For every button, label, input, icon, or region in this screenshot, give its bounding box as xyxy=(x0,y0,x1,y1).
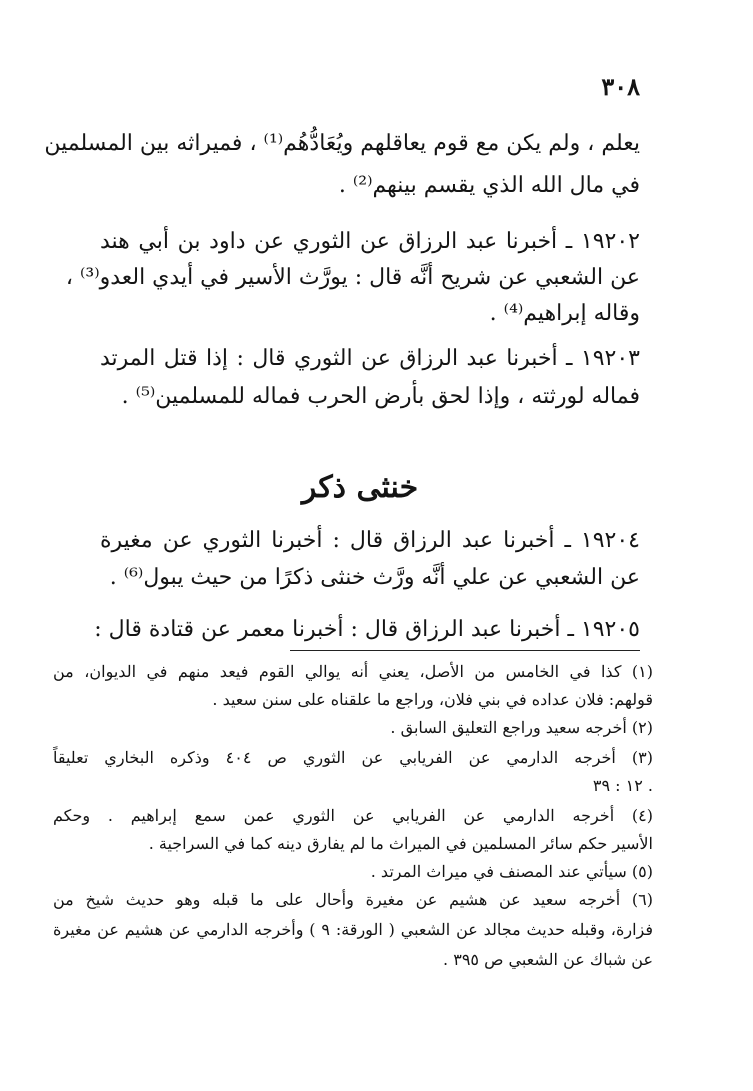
hadith-19203-line-1: ١٩٢٠٣ ـ أخبرنا عبد الرزاق عن الثوري قال : إذا قتل المرتد xyxy=(100,346,640,371)
footnote-3-line-1: (٣) أخرجه الدارمي عن الفريابي عن الثوري ص ٤٠٤ وذكره البخاري تعليقاً xyxy=(53,748,653,767)
footnote-separator xyxy=(290,650,640,651)
footnote-1-line-2: قولهم: فلان عداده في بني فلان، وراجع ما علقناه على سنن سعيد . xyxy=(212,690,653,709)
footnote-4-line-2: الأسير حكم سائر المسلمين في الميراث ما لم يفارق دينه كما في السراجية . xyxy=(148,834,653,853)
footnote-6-line-3: عن شباك عن الشعبي ص ٣٩٥ . xyxy=(443,950,653,969)
body-line-1: يعلم ، ولم يكن مع قوم يعاقلهم ويُعَادُّهُم⁽¹⁾ ، فميراثه بين المسلمين xyxy=(44,131,640,156)
hadith-19205-line-1: ١٩٢٠٥ ـ أخبرنا عبد الرزاق قال : أخبرنا معمر عن قتادة قال : xyxy=(94,617,640,642)
body-line-2: في مال الله الذي يقسم بينهم⁽²⁾ . xyxy=(338,173,640,198)
footnote-5: (٥) سيأتي عند المصنف في ميراث المرتد . xyxy=(370,862,653,881)
hadith-19202-line-2: عن الشعبي عن شريح أنَّه قال : يورَّث الأسير في أيدي العدو⁽³⁾ ، xyxy=(65,265,640,290)
hadith-19204-line-1: ١٩٢٠٤ ـ أخبرنا عبد الرزاق قال : أخبرنا الثوري عن مغيرة xyxy=(100,528,640,553)
hadith-19202-line-1: ١٩٢٠٢ ـ أخبرنا عبد الرزاق عن الثوري عن داود بن أبي هند xyxy=(100,229,640,254)
page-number: ٣٠٨ xyxy=(601,72,640,101)
footnote-2: (٢) أخرجه سعيد وراجع التعليق السابق . xyxy=(390,718,653,737)
footnote-3-line-2: . ١٢ : ٣٩ xyxy=(592,776,653,795)
footnote-1-line-1: (١) كذا في الخامس من الأصل، يعني أنه يوالي القوم فيعد منهم في الديوان، من xyxy=(53,662,653,681)
hadith-19202-line-3: وقاله إبراهيم⁽⁴⁾ . xyxy=(489,301,640,326)
footnote-4-line-1: (٤) أخرجه الدارمي عن الفريابي عن الثوري عمن سمع إبراهيم . وحكم xyxy=(53,806,653,825)
hadith-19203-line-2: فماله لورثته ، وإذا لحق بأرض الحرب فماله للمسلمين⁽⁵⁾ . xyxy=(121,384,640,409)
section-heading: خنثى ذكر xyxy=(301,470,419,505)
footnote-6-line-1: (٦) أخرجه سعيد عن هشيم عن مغيرة وأحال على ما قبله وهو حديث شيخ من xyxy=(53,890,653,909)
footnote-6-line-2: فزارة، وقبله حديث مجالد عن الشعبي ( الورقة: ٩ ) وأخرجه الدارمي عن هشيم عن مغيرة xyxy=(53,920,654,939)
hadith-19204-line-2: عن الشعبي عن علي أنَّه ورَّث خنثى ذكرًا من حيث يبول⁽⁶⁾ . xyxy=(109,565,640,590)
